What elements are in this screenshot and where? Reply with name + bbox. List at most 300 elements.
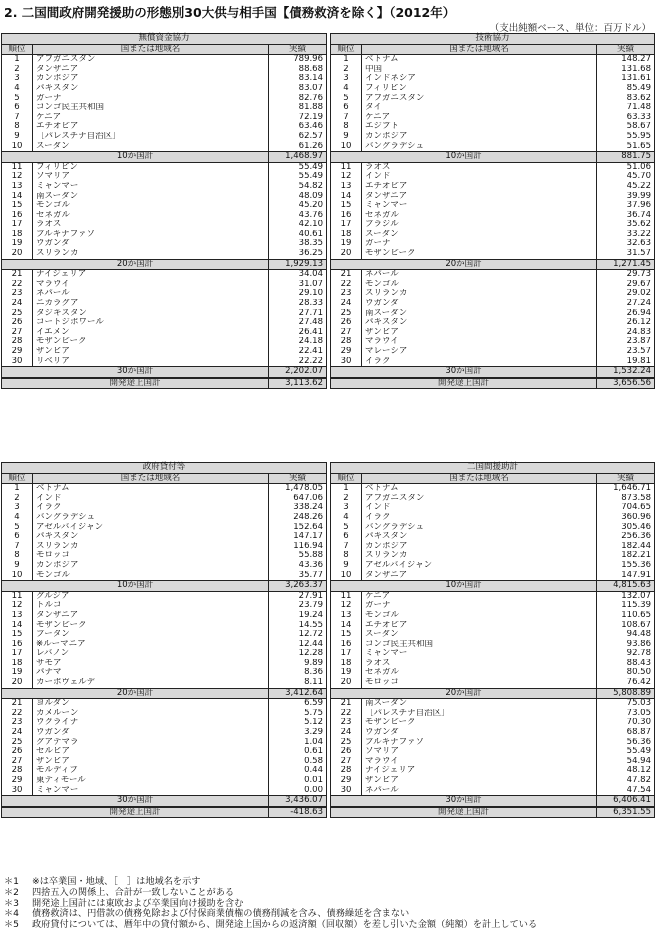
rank-cell: 3 xyxy=(14,74,20,84)
value-cell: 27.71 xyxy=(268,309,326,319)
country-cell: カンボジア xyxy=(32,561,268,571)
table-row xyxy=(331,163,654,173)
value-cell: 26.94 xyxy=(596,309,654,319)
rank-cell: 18 xyxy=(340,229,352,239)
table-row xyxy=(2,65,326,75)
value-cell: 0.00 xyxy=(268,786,326,796)
rank-cell: 25 xyxy=(11,737,23,747)
country-cell: インド xyxy=(32,494,268,504)
country-cell: ネパール xyxy=(361,786,596,796)
rank-cell: 4 xyxy=(343,512,349,522)
table-row xyxy=(2,601,326,611)
value-cell: 305.46 xyxy=(596,523,654,533)
value-cell: 81.88 xyxy=(268,103,326,113)
table-row xyxy=(331,728,654,738)
table-row xyxy=(2,132,326,142)
country-cell: イラク xyxy=(32,503,268,513)
rank-cell: 22 xyxy=(340,708,352,718)
value-cell: 108.67 xyxy=(596,621,654,631)
value-cell: 24.18 xyxy=(268,337,326,347)
value-cell: 148.27 xyxy=(596,55,654,65)
table-row xyxy=(331,601,654,611)
table-row xyxy=(331,738,654,748)
country-cell: コンゴ民主共和国 xyxy=(32,103,268,113)
rank-cell: 28 xyxy=(11,766,23,776)
rank-cell: 16 xyxy=(340,210,352,220)
table-row xyxy=(2,220,326,230)
rank-cell: 20 xyxy=(340,678,352,688)
rank-cell: 25 xyxy=(340,308,352,318)
country-cell: エチオピア xyxy=(361,182,596,192)
table-row xyxy=(331,542,654,552)
country-cell: レバノン xyxy=(32,649,268,659)
table-row xyxy=(331,113,654,123)
value-cell: 61.26 xyxy=(268,142,326,152)
table-row xyxy=(2,640,326,650)
table-row xyxy=(2,328,326,338)
rank-cell: 18 xyxy=(340,658,352,668)
country-cell: ザンビア xyxy=(32,347,268,357)
country-cell: ベトナム xyxy=(32,484,268,494)
subtotal-value: 1,929.13 xyxy=(268,260,326,270)
rank-cell: 9 xyxy=(343,131,349,141)
value-cell: 155.36 xyxy=(596,561,654,571)
subtotal-label: 10か国計 xyxy=(116,581,154,591)
value-cell: 14.55 xyxy=(268,621,326,631)
table-row xyxy=(2,738,326,748)
rank-cell: 5 xyxy=(14,522,20,532)
value-cell: 26.12 xyxy=(596,318,654,328)
table-row xyxy=(2,718,326,728)
rank-cell: 12 xyxy=(340,172,352,182)
rank-cell: 10 xyxy=(340,141,352,151)
country-cell: ザンビア xyxy=(361,328,596,338)
table-row xyxy=(331,142,654,152)
footnote-text: 政府貸付については、暦年中の貸付額から、開発途上国からの返済額（回収額）を差し引いた金額（純額）を計上している xyxy=(32,919,538,931)
value-cell: 48.12 xyxy=(596,766,654,776)
rank-cell: 8 xyxy=(14,551,20,561)
rank-cell: 5 xyxy=(343,93,349,103)
rank-cell: 4 xyxy=(14,83,20,93)
footnote-text: 四捨五入の関係上、合計が一致しないことがある xyxy=(32,886,235,898)
country-cell: ザンビア xyxy=(361,776,596,786)
table-row xyxy=(2,561,326,571)
table-row xyxy=(2,551,326,561)
rank-cell: 28 xyxy=(11,337,23,347)
country-cell: リベリア xyxy=(32,357,268,367)
rank-cell: 30 xyxy=(11,785,23,795)
rank-cell: 27 xyxy=(11,756,23,766)
value-cell: 152.64 xyxy=(268,523,326,533)
country-cell: ベトナム xyxy=(361,484,596,494)
country-cell: 南スーダン xyxy=(361,309,596,319)
country-cell: ケニア xyxy=(32,113,268,123)
country-cell: カンボジア xyxy=(361,542,596,552)
value-cell: 63.33 xyxy=(596,113,654,123)
table-row xyxy=(331,649,654,659)
subtotal-row xyxy=(2,580,326,592)
country-cell: パキスタン xyxy=(32,532,268,542)
value-cell: 55.49 xyxy=(268,163,326,173)
country-cell: タイ xyxy=(361,103,596,113)
table-row xyxy=(2,94,326,104)
rank-cell: 1 xyxy=(343,55,349,65)
subtotal-label: 30か国計 xyxy=(116,367,154,377)
table-title: 技術協力 xyxy=(331,34,654,45)
rank-cell: 6 xyxy=(14,103,20,113)
country-cell: アゼルバイジャン xyxy=(32,523,268,533)
rank-cell: 27 xyxy=(11,327,23,337)
rank-cell: 19 xyxy=(340,239,352,249)
table-row xyxy=(2,668,326,678)
value-cell: 72.19 xyxy=(268,113,326,123)
table-row xyxy=(2,757,326,767)
table-row xyxy=(331,230,654,240)
rank-cell: 17 xyxy=(11,649,23,659)
subtotal-row xyxy=(331,795,654,807)
value-cell: 29.02 xyxy=(596,289,654,299)
table-row xyxy=(2,309,326,319)
table-row xyxy=(331,776,654,786)
country-cell: ラオス xyxy=(361,659,596,669)
rank-cell: 15 xyxy=(11,630,23,640)
country-cell: 東ティモール xyxy=(32,776,268,786)
table-title: 政府貸付等 xyxy=(2,463,326,474)
table-row xyxy=(331,561,654,571)
value-header: 実績 xyxy=(596,474,654,484)
value-cell: 83.07 xyxy=(268,84,326,94)
rank-cell: 1 xyxy=(343,484,349,494)
table-row xyxy=(2,630,326,640)
country-cell: ブータン xyxy=(32,630,268,640)
country-cell: ケニア xyxy=(361,113,596,123)
value-cell: 37.96 xyxy=(596,201,654,211)
value-cell: 182.44 xyxy=(596,542,654,552)
rank-cell: 24 xyxy=(340,728,352,738)
rank-cell: 13 xyxy=(11,610,23,620)
table-row xyxy=(2,513,326,523)
table-row xyxy=(331,621,654,631)
country-cell: モロッコ xyxy=(361,678,596,688)
rank-cell: 25 xyxy=(340,737,352,747)
table-row xyxy=(331,786,654,796)
table-row xyxy=(2,766,326,776)
country-cell: グルジア xyxy=(32,592,268,602)
footnote-mark: ＊1 xyxy=(4,876,20,887)
table-row xyxy=(331,357,654,367)
table-row xyxy=(2,84,326,94)
value-cell: 110.65 xyxy=(596,611,654,621)
value-cell: 23.87 xyxy=(596,337,654,347)
subtotal-row xyxy=(331,688,654,700)
country-cell: ナイジェリア xyxy=(361,766,596,776)
value-cell: 93.86 xyxy=(596,640,654,650)
footnote-text: ※は卒業国・地域、［ ］は地域名を示す xyxy=(32,876,201,887)
value-cell: 5.75 xyxy=(268,709,326,719)
table-row xyxy=(2,182,326,192)
country-cell: ※ルーマニア xyxy=(32,640,268,650)
subtotal-label: 30か国計 xyxy=(445,796,482,806)
table-row xyxy=(2,649,326,659)
country-cell: タンザニア xyxy=(361,192,596,202)
footnote xyxy=(4,888,537,899)
rank-cell: 5 xyxy=(14,93,20,103)
value-cell: 55.88 xyxy=(268,551,326,561)
total-label: 開発途上国計 xyxy=(109,378,161,388)
table-row xyxy=(331,328,654,338)
table-row xyxy=(331,747,654,757)
table-row xyxy=(331,347,654,357)
footnote-mark: ＊5 xyxy=(4,919,20,931)
value-cell: 8.11 xyxy=(268,678,326,688)
value-cell: 45.20 xyxy=(268,201,326,211)
table-row xyxy=(2,776,326,786)
value-cell: 1.04 xyxy=(268,738,326,748)
value-cell: 63.46 xyxy=(268,122,326,132)
rank-cell: 26 xyxy=(11,747,23,757)
country-cell: イエメン xyxy=(32,328,268,338)
country-cell: モルディブ xyxy=(32,766,268,776)
footnote-text: 債務救済は、円借款の債務免除および付保商業債権の債務削減を含み、債務繰延を含まない xyxy=(32,908,410,920)
subtotal-label: 10か国計 xyxy=(445,152,482,162)
value-cell: 48.09 xyxy=(268,192,326,202)
table-row xyxy=(331,172,654,182)
country-cell: バングラデシュ xyxy=(32,513,268,523)
country-cell: セルビア xyxy=(32,747,268,757)
table-row xyxy=(2,621,326,631)
rank-cell: 12 xyxy=(11,601,23,611)
table-row xyxy=(331,122,654,132)
value-cell: 83.14 xyxy=(268,74,326,84)
rank-cell: 10 xyxy=(11,570,23,580)
country-cell: インドネシア xyxy=(361,74,596,84)
table-row xyxy=(2,230,326,240)
country-cell: モンゴル xyxy=(32,571,268,581)
value-cell: 360.96 xyxy=(596,513,654,523)
country-cell: 南スーダン xyxy=(32,192,268,202)
table-row xyxy=(331,220,654,230)
rank-cell: 2 xyxy=(14,493,20,503)
rank-cell: 3 xyxy=(14,503,20,513)
value-cell: 22.41 xyxy=(268,347,326,357)
rank-cell: 16 xyxy=(11,639,23,649)
country-header: 国または地域名 xyxy=(361,45,596,55)
value-cell: 647.06 xyxy=(268,494,326,504)
value-cell: 55.95 xyxy=(596,132,654,142)
country-cell: ミャンマー xyxy=(32,786,268,796)
table-row xyxy=(2,122,326,132)
country-cell: 南スーダン xyxy=(361,699,596,709)
table-row xyxy=(331,211,654,221)
page-title: 2. 二国間政府開発援助の形態別30大供与相手国【債務救済を除く】（2012年） xyxy=(4,5,456,20)
value-header: 実績 xyxy=(268,45,326,55)
value-cell: 76.42 xyxy=(596,678,654,688)
value-cell: 32.63 xyxy=(596,239,654,249)
total-value: 6,351.55 xyxy=(596,808,654,818)
rank-cell: 23 xyxy=(11,718,23,728)
table-row xyxy=(2,337,326,347)
country-cell: ブラジル xyxy=(361,220,596,230)
value-cell: 43.76 xyxy=(268,211,326,221)
table-row xyxy=(331,318,654,328)
rank-cell: 20 xyxy=(11,678,23,688)
rank-cell: 17 xyxy=(340,220,352,230)
total-value: -418.63 xyxy=(268,808,326,818)
subtotal-row xyxy=(2,151,326,163)
value-cell: 248.26 xyxy=(268,513,326,523)
rank-cell: 13 xyxy=(340,181,352,191)
table-row xyxy=(331,299,654,309)
table-row xyxy=(331,571,654,581)
footnote-mark: ＊3 xyxy=(4,897,20,909)
country-cell: スーダン xyxy=(361,230,596,240)
value-cell: 8.36 xyxy=(268,668,326,678)
table-row xyxy=(331,766,654,776)
table-row xyxy=(331,182,654,192)
table-row xyxy=(331,532,654,542)
value-cell: 85.49 xyxy=(596,84,654,94)
column-header-row xyxy=(2,474,326,485)
country-cell: フィリピン xyxy=(361,84,596,94)
rank-cell: 27 xyxy=(340,756,352,766)
rank-cell: 11 xyxy=(340,591,352,601)
value-cell: 35.62 xyxy=(596,220,654,230)
table-row xyxy=(331,201,654,211)
table-row xyxy=(2,289,326,299)
country-cell: 中国 xyxy=(361,65,596,75)
rank-cell: 13 xyxy=(340,610,352,620)
country-cell: ネパール xyxy=(361,270,596,280)
rank-cell: 15 xyxy=(11,201,23,211)
table-row xyxy=(2,211,326,221)
rank-header: 順位 xyxy=(8,473,26,483)
country-cell: エチオピア xyxy=(32,122,268,132)
value-cell: 12.72 xyxy=(268,630,326,640)
value-cell: 55.49 xyxy=(596,747,654,757)
country-cell: モンゴル xyxy=(361,611,596,621)
country-cell: モザンビーク xyxy=(361,718,596,728)
country-cell: パキスタン xyxy=(32,84,268,94)
country-cell: フィリピン xyxy=(32,163,268,173)
subtotal-value: 1,468.97 xyxy=(268,152,326,162)
country-cell: エチオピア xyxy=(361,621,596,631)
subtotal-value: 2,202.07 xyxy=(268,367,326,377)
value-cell: 29.67 xyxy=(596,280,654,290)
rank-cell: 4 xyxy=(14,512,20,522)
country-cell: ブルキナファソ xyxy=(361,738,596,748)
value-cell: 33.22 xyxy=(596,230,654,240)
subtotal-row xyxy=(2,366,326,378)
table-row xyxy=(2,747,326,757)
country-cell: モザンビーク xyxy=(361,249,596,259)
value-cell: 0.44 xyxy=(268,766,326,776)
country-cell: パナマ xyxy=(32,668,268,678)
country-cell: ラオス xyxy=(361,163,596,173)
rank-cell: 24 xyxy=(11,299,23,309)
value-cell: 83.62 xyxy=(596,94,654,104)
value-cell: 45.70 xyxy=(596,172,654,182)
country-cell: ニカラグア xyxy=(32,299,268,309)
country-cell: ケニア xyxy=(361,592,596,602)
value-cell: 6.59 xyxy=(268,699,326,709)
value-cell: 27.48 xyxy=(268,318,326,328)
table-row xyxy=(331,337,654,347)
rank-cell: 2 xyxy=(343,493,349,503)
subtotal-label: 20か国計 xyxy=(445,688,482,698)
country-cell: ブルキナファソ xyxy=(32,230,268,240)
value-cell: 5.12 xyxy=(268,718,326,728)
value-cell: 131.61 xyxy=(596,74,654,84)
rank-cell: 11 xyxy=(340,162,352,172)
country-cell: コンゴ民主共和国 xyxy=(361,640,596,650)
country-cell: ネパール xyxy=(32,289,268,299)
country-cell: エジプト xyxy=(361,122,596,132)
value-cell: 1,478.05 xyxy=(268,484,326,494)
table-bilateral-total xyxy=(330,462,655,818)
country-cell: モザンビーク xyxy=(32,337,268,347)
rank-cell: 14 xyxy=(340,191,352,201)
country-cell: ラオス xyxy=(32,220,268,230)
total-value: 3,113.62 xyxy=(268,379,326,389)
rank-cell: 23 xyxy=(340,289,352,299)
table-row xyxy=(331,592,654,602)
subtotal-row xyxy=(331,580,654,592)
table-row xyxy=(331,718,654,728)
column-header-row xyxy=(331,45,654,56)
country-cell: パキスタン xyxy=(361,318,596,328)
country-header: 国または地域名 xyxy=(32,45,268,55)
value-cell: 42.10 xyxy=(268,220,326,230)
table-row xyxy=(2,113,326,123)
rank-cell: 1 xyxy=(14,484,20,494)
country-cell: コートジボワール xyxy=(32,318,268,328)
rank-header: 順位 xyxy=(8,44,26,54)
total-row xyxy=(2,378,326,389)
value-cell: 43.36 xyxy=(268,561,326,571)
value-cell: 92.78 xyxy=(596,649,654,659)
total-label: 開発途上国計 xyxy=(109,807,161,817)
rank-cell: 19 xyxy=(340,668,352,678)
rank-cell: 1 xyxy=(14,55,20,65)
rank-cell: 24 xyxy=(11,728,23,738)
country-cell: タンザニア xyxy=(361,571,596,581)
rank-cell: 23 xyxy=(11,289,23,299)
value-cell: 38.35 xyxy=(268,239,326,249)
rank-cell: 10 xyxy=(340,570,352,580)
table-row xyxy=(2,532,326,542)
rank-cell: 28 xyxy=(340,337,352,347)
country-cell: スリランカ xyxy=(32,542,268,552)
value-cell: 27.24 xyxy=(596,299,654,309)
rank-cell: 27 xyxy=(340,327,352,337)
value-cell: 0.61 xyxy=(268,747,326,757)
total-row xyxy=(331,807,654,818)
rank-cell: 13 xyxy=(11,181,23,191)
value-cell: 131.68 xyxy=(596,65,654,75)
country-cell: スーダン xyxy=(32,142,268,152)
value-cell: 71.48 xyxy=(596,103,654,113)
value-header: 実績 xyxy=(596,45,654,55)
rank-cell: 16 xyxy=(340,639,352,649)
country-cell: マラウイ xyxy=(32,280,268,290)
rank-cell: 2 xyxy=(14,64,20,74)
table-row xyxy=(331,94,654,104)
rank-cell: 24 xyxy=(340,299,352,309)
value-cell: 47.54 xyxy=(596,786,654,796)
rank-cell: 6 xyxy=(343,103,349,113)
subtotal-row xyxy=(2,795,326,807)
table-row xyxy=(331,513,654,523)
